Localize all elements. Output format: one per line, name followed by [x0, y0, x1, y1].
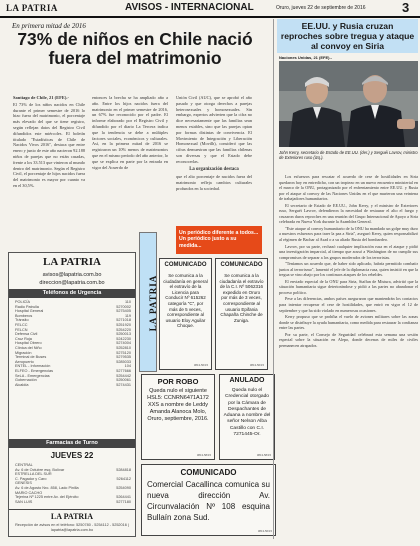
list-item-name: Av. 6 de Octubre esq. Bolívar — [15, 467, 65, 472]
article-byline: Naciones Unidas, 21 (EFE).- — [279, 55, 332, 60]
list-item-number: 5264441 — [116, 495, 131, 500]
notice-anulado — [219, 374, 275, 460]
list-item-number: 5270002 — [116, 304, 131, 309]
section-title: AVISOS - INTERNACIONAL — [125, 2, 254, 13]
list-item-number: 5277666 — [116, 368, 131, 373]
list-item-name: ELFEO - Emergencias — [15, 368, 53, 373]
article-paragraph: El secretario de Estado de EE.UU., John Kerry, y el ministro de Exteriores ruso, Serguéi Lavrov, defendieron la necesidad de restaurar el alto el fuego y cruzaron duros reproches en una reunión del Grupo Internacional de Apoyo a Siria celebrada en Nueva York durante la Asamblea General. — [279, 202, 418, 225]
notice-ref: 3813-56/15 — [193, 363, 208, 367]
article-paragraph: Pese a las diferencias, ambos países aseguraron que mantendrán los contactos para intentar recuperar el cese de hostilidades, que entró en vigor el 12 de septiembre y que ha sido violado en numerosas ocasiones. — [279, 296, 418, 313]
list-item-name: Tejerina Nº 1225 entre Av. del Ejército — [15, 495, 79, 500]
list-item-name: CENTRAL — [15, 463, 33, 467]
photo-image — [279, 61, 418, 147]
photo-caption: John Kerry, secretario de Estado de EE.UU. (der.) y Serguéi Lavrov, ministro de Exteriores ruso (izq.). — [279, 150, 418, 161]
notice-body: Queda nulo el siguiente HSL5: CCNRN6471A172 XXS a nombre de Leddy Amanda Alanoca Molo, Oruro, septiembre, 2016. — [147, 388, 209, 422]
article-paragraph: Kerry propuso que se prohíba el vuelo de aviones militares sobre las zonas donde se distribuye la ayuda humanitaria, como medida para restaurar la confianza entre las partes. — [279, 314, 418, 331]
list-item-name: SeLA - Emergencias — [15, 373, 50, 378]
list-item-number: 5250061 — [116, 378, 131, 383]
list-item-name: SAN LUIS — [15, 499, 33, 504]
list-item-number: 5285033 — [116, 359, 131, 364]
article-column-3 — [176, 95, 252, 213]
article-paragraph: Por su parte, el Consejo de Seguridad celebrará esta semana una sesión especial sobre la situación en Alepo, donde decenas de miles de civiles permanecen atrapados. — [279, 331, 418, 348]
list-item-number: 104 — [124, 364, 131, 369]
article-column-2 — [92, 95, 168, 213]
article-paragraph: "Teníamos un acuerdo que, de haber sido aplicado, habría permitido combatir juntos al terrorismo", lamentó el jefe de la diplomacia rusa, quien insistió en que la tregua se vino abajo por los continuos ataques de los rebeldes. — [279, 261, 418, 278]
article-photo — [279, 61, 418, 147]
list-item-name: Av. 6 de Agosto Nro. 858, Lado Pinilla — [15, 485, 79, 490]
list-item-name: Cruz Roja — [15, 336, 32, 341]
list-item-name: GENESIS — [15, 481, 32, 486]
list-item-number: 5284818 — [116, 467, 131, 472]
list-item-number: 5251920 — [116, 322, 131, 327]
notice-body: Se comunica a la ciudadanía el extravío de la C.I. Nº 5062316 expedido en Oruro por más de 3 veces, correspondiente al usuario Epifania Chapaña Chinche de Zuniga. — [219, 273, 264, 323]
dateline: Oruro, jueves 22 de septiembre de 2016 — [276, 5, 366, 11]
list-item-name: Clínica del Niño — [15, 345, 42, 350]
list-item-number: 110 — [124, 300, 131, 304]
list-item-name: Terminal de Buses — [15, 355, 47, 360]
column-divider — [273, 19, 274, 539]
list-item-number: 5279535 — [116, 355, 131, 360]
list-item-name: Gobernación — [15, 378, 37, 383]
list-item-name: FELCC — [15, 322, 28, 327]
notice-title: COMUNICADO — [220, 262, 263, 268]
article-text: entonces la brecha se ha ampliado año a año. Entre los hijos nacidos fuera del matrimonio en el primer semestre de 2016, un 67% fue reconocido por el padre. El informe elaborado por el Registro Civil y difundido por el diario La Tercera indica que la tendencia se debe a múltiples factores sociales, económicos y culturales. Así, en la primera mitad de 2016 se registraron un 10% menos de matrimonios que en el mismo período del año anterior, lo que se explica en parte por la entrada en vigor del Acuerdo de — [92, 95, 168, 170]
list-item-number: 5274004 — [116, 341, 131, 346]
list-item-name: ESTRELLA DEL SUR — [15, 472, 52, 477]
urgency-phones-header: Teléfonos de Urgencia — [9, 289, 135, 298]
pharmacy-list — [15, 463, 131, 504]
notice-ref: 3813-56/15 — [249, 363, 264, 367]
promo-line: Un periódico diferente a todos... — [179, 230, 259, 236]
article-headline: 73% de niños en Chile nació fuera del matrimonio — [17, 29, 253, 68]
notice-body: Se comunica a la ciudadanía en general el extravío de la Licencia para Conducir Nº 615262 categoría "C", por más de 5 veces, correspondiente al usuario Eloy Aguilar Choque. — [163, 273, 208, 329]
article-kicker: En primera mitad de 2016 — [12, 22, 86, 30]
list-item-name: FELCN — [15, 327, 28, 332]
notice-ref: 3813-56/15 — [257, 529, 272, 533]
list-item-number: 5274431 — [116, 382, 131, 387]
notice-title: POR ROBO — [157, 377, 199, 386]
list-item-name: Alcaldía — [15, 382, 29, 387]
notice-comunicado-2 — [215, 258, 268, 370]
list-item-number: 5254442 — [116, 373, 131, 378]
list-item-name: C. Pagador y Caro — [15, 476, 47, 481]
list-item-name: ENTEL - Información — [15, 364, 51, 369]
notice-body: Queda nulo el Credencial otorgado por la Cámara de Despachantes de Aduana a nombre del señor Nelson Alba Castillo con C.I. 7271445-Or. — [223, 388, 271, 438]
article-paragraph: El enviado especial de la ONU para Siria, Staffan de Mistura, advirtió que la situación humanitaria sigue deteriorándose y pidió a las partes no abandonar el proceso político. — [279, 278, 418, 295]
urgency-phone-list — [15, 300, 131, 387]
list-item-number: 5250013 — [116, 332, 131, 337]
article-text: que el alto porcentaje de nacidos fuera del matrimonio refleja cambios culturales profundos en la sociedad. — [176, 174, 252, 191]
notice-ref: 3813-58/15 — [196, 453, 211, 457]
list-item-name: Hospital Obrero — [15, 341, 42, 346]
directory-footer — [9, 509, 135, 536]
list-item-name: POLICÍA — [15, 300, 30, 304]
notice-title: ANULADO — [229, 377, 265, 384]
list-item-number: 5254090 — [116, 485, 131, 490]
footer-text: Recepción de avisos en el teléfono: 5250780 - 5254112 - 5252016 | lapatria@lapatria.com.bo — [15, 523, 129, 532]
article-byline: Santiago de Chile, 21 (EFE).- — [13, 95, 70, 100]
directory-box — [8, 252, 136, 537]
article-title: EE.UU. y Rusia cruzan reproches sobre tregua y ataque al convoy en Siria — [277, 19, 418, 53]
notice-por-robo — [141, 374, 215, 460]
list-item-number: 119 — [124, 313, 131, 318]
vertical-banner — [139, 232, 157, 372]
list-item — [15, 500, 131, 505]
list-item-name: Migración — [15, 350, 32, 355]
list-item-number: 5275120 — [116, 350, 131, 355]
email-link[interactable]: direccion@lapatria.com.bo — [39, 280, 105, 286]
list-item-number: 5242230 — [116, 336, 131, 341]
article-text: El 73% de los niños nacidos en Chile durante el primer semestre de 2016 lo hizo fuera del matrimonio, el porcentaje más elevado del que se tiene registro, según reflejan datos del Registro Civil difundidos este miércoles. El boletín titulado "Estadísticas de Chile de Nacidos Vivos 2016", destaca que entre enero y junio de este año nacieron 92.188 niños de parejas que no están casadas, frente a los 33.513 que vinieron al mundo dentro del matrimonio. Según el Registro Civil, el porcentaje de hijos nacidos fuera del matrimonio es mayor por cuanto va en el 30,5%. — [13, 101, 85, 188]
promo-line: Un periódico justo a su medida... — [179, 236, 237, 249]
list-item-name: Tránsito — [15, 318, 29, 323]
list-item-number: 5254220 — [116, 327, 131, 332]
list-item — [15, 383, 131, 388]
article-subhead: La organización destaca — [189, 166, 239, 172]
notice-comunicado-3 — [141, 464, 276, 536]
article-body — [279, 174, 418, 540]
list-item-number: 5275405 — [116, 309, 131, 314]
list-item-name: Hospital General — [15, 309, 44, 314]
list-item-number: 5277180 — [116, 499, 131, 504]
list-item-number: 5252810 — [116, 345, 131, 350]
article-text: Unión Civil (AUC), que se aprobó el año pasado y que otorga derechos a parejas heterosexuales y homosexuales. Sin embargo, expertos advierten que la cifra no dice necesariamente que las familias sean menos estables, sino que las parejas optan por formas distintas de convivencia. El Movimiento de Integración y Liberación Homosexual (Movilh), consideró que las cifras demuestran que las familias chilenas son diversas y que el Estado debe reconocerlas. — [176, 95, 252, 164]
list-item-name: Aeropuerto — [15, 359, 34, 364]
notice-ref: 3813-58/15 — [256, 453, 271, 457]
article-paragraph: "Este ataque al convoy humanitario de la ONU ha mandado un golpe muy duro a nuestros esfuerzos para traer la paz a Siria", aseguró Kerry, quien responsabilizó al régimen de Bachar al Asad o a su aliado Rusia del bombardeo. — [279, 225, 418, 243]
masthead: LA PATRIA — [6, 3, 58, 13]
notice-body: Comercial Cacallinca comunica su nueva dirección Av. Circunvalación Nº 108 esquina Bullaín zona Sud. — [147, 480, 270, 522]
page-header — [0, 0, 420, 18]
article-column-1 — [13, 95, 85, 213]
directory-logo: LA PATRIA — [43, 256, 101, 268]
list-item-name: MARIO CACHO — [15, 490, 43, 495]
page-number: 3 — [402, 0, 410, 15]
list-item-name: Radio Patrulla — [15, 304, 39, 309]
promo-banner — [176, 226, 262, 254]
list-item-name: Defensa Civil — [15, 332, 38, 337]
notice-title: COMUNICADO — [180, 468, 237, 477]
notice-title: COMUNICADO — [164, 262, 207, 268]
footer-logo: LA PATRIA — [50, 512, 94, 521]
notice-comunicado-1 — [159, 258, 212, 370]
list-item-name: Bomberos — [15, 313, 33, 318]
article-paragraph: Lavrov, por su parte, rechazó cualquier implicación rusa en el ataque y pidió una investigación imparcial, al tiempo que acusó a Washington de no cumplir sus compromisos de separar a los grupos moderados de los terroristas. — [279, 243, 418, 260]
list-item-number: 5271018 — [116, 318, 131, 323]
article-paragraph: Los esfuerzos para rescatar el acuerdo de cese de hostilidades en Siria quedaron hoy en entredicho, con un tropiezo en un nuevo encuentro ministerial en el marco de la ONU, protagonizado por el enfrentamiento entre EE.UU. y Rusia por el ataque al convoy de las Naciones Unidas en el que murieron una veintena de trabajadores humanitarios. — [279, 174, 418, 202]
vertical-banner-text: LA PATRIA — [148, 274, 158, 332]
email-link[interactable]: avisos@lapatria.com.bo — [42, 272, 102, 278]
pharmacy-header: Farmacias de Turno — [9, 439, 135, 448]
pharmacy-date: JUEVES 22 — [50, 451, 94, 460]
list-item-number: 5264112 — [116, 476, 131, 481]
